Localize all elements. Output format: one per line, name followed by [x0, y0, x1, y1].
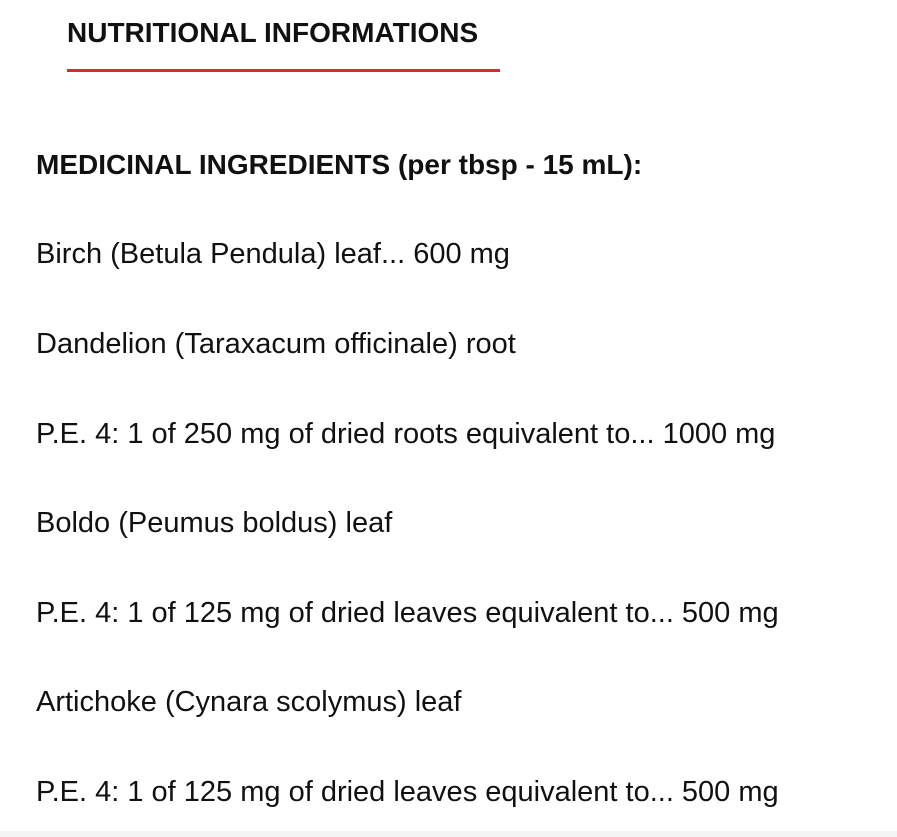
ingredient-line: P.E. 4: 1 of 250 mg of dried roots equivalent to... 1000 mg	[36, 418, 776, 450]
ingredient-line: P.E. 4: 1 of 125 mg of dried leaves equivalent to... 500 mg	[36, 776, 779, 808]
ingredient-line: Birch (Betula Pendula) leaf... 600 mg	[36, 238, 510, 270]
tab-title: NUTRITIONAL INFORMATIONS	[67, 17, 479, 48]
ingredient-line: Boldo (Peumus boldus) leaf	[36, 507, 393, 539]
ingredient-line: Artichoke (Cynara scolymus) leaf	[36, 686, 462, 718]
tab-nutritional-informations[interactable]	[67, 14, 500, 72]
section-heading: MEDICINAL INGREDIENTS (per tbsp - 15 mL):	[36, 149, 643, 180]
ingredient-line: P.E. 4: 1 of 125 mg of dried leaves equivalent to... 500 mg	[36, 597, 779, 629]
bottom-edge	[0, 831, 897, 837]
ingredient-line: Dandelion (Taraxacum officinale) root	[36, 328, 516, 360]
